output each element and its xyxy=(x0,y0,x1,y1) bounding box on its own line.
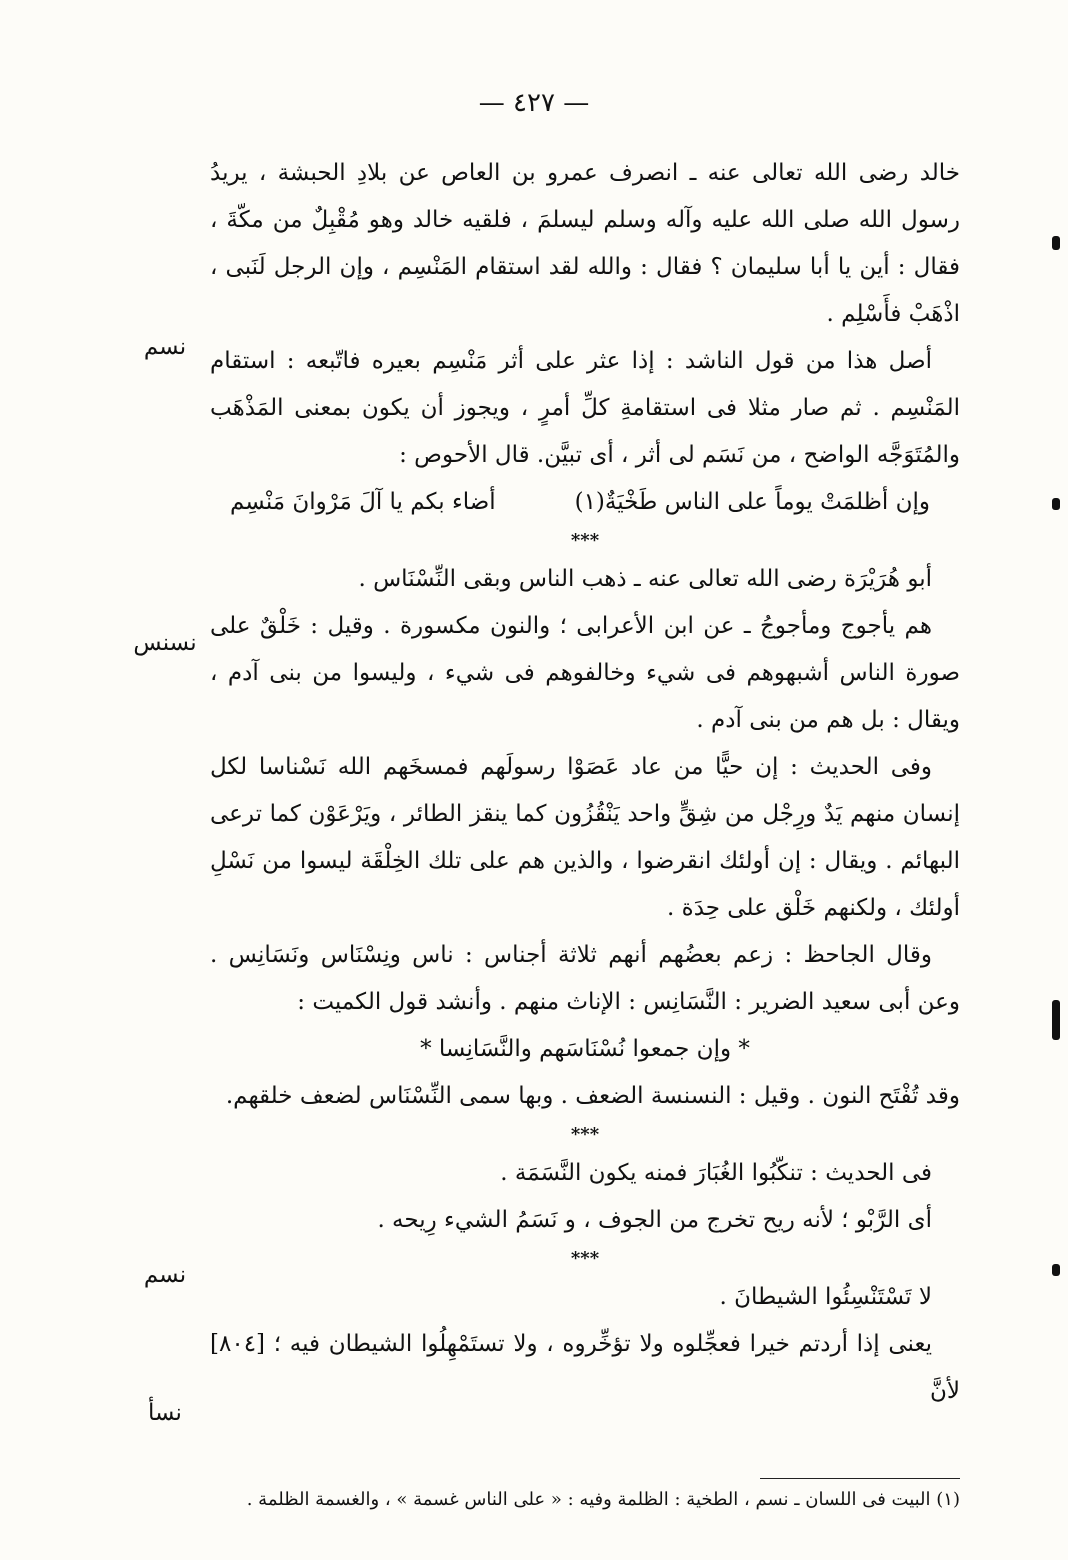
edge-mark xyxy=(1052,1264,1060,1276)
paragraph: أصل هذا من قول الناشد : إذا عثر على أثر مَنْسِم بعيره فاتّبعه : استقام المَنْسِم . ثم صار مثلا فى استقامةِ كلِّ أمرٍ ، ويجوز أن يكون بمعنى المَذْهَب والمُتَوَجَّه الواضح ، من نَسَم لى أثر ، أى تبيَّن. قال الأحوص : xyxy=(210,348,960,468)
verse-second-hemistich: أضاء بكم يا آلَ مَرْوانَ مَنْسِم xyxy=(230,489,496,515)
paragraph: فى الحديث : تنكّبُوا الغُبَارَ فمنه يكون النَّسَمَة . xyxy=(500,1160,932,1186)
margin-root-word: نسم xyxy=(143,1262,187,1288)
paragraph: لا تَسْتَنْسِئُوا الشيطانَ . xyxy=(719,1284,932,1310)
margin-root-word: نسأ xyxy=(148,1400,182,1426)
footnote-divider xyxy=(760,1478,960,1479)
paragraph: هم يأجوج ومأجوجُ ـ عن ابن الأعرابى ؛ والنون مكسورة . وقيل : خَلْقٌ على صورة الناس أشبهوهم فى شيء وخالفوهم فى شيء ، وليسوا من بنى آدم ، ويقال : بل هم من بنى آدم . xyxy=(210,613,960,733)
page-number: — ٤٢٧ — xyxy=(478,88,590,118)
main-text xyxy=(210,150,960,1415)
section-separator: *** xyxy=(570,1248,600,1269)
verse-line: * وإن جمعوا نُسْنَاسَهم والنَّسَانِسا * xyxy=(420,1036,750,1062)
section-separator: *** xyxy=(570,1124,600,1145)
paragraph: أبو هُرَيْرَة رضى الله تعالى عنه ـ ذهب الناس وبقى النِّسْنَاس . xyxy=(358,566,932,592)
paragraph: خالد رضى الله تعالى عنه ـ انصرف عمرو بن العاص عن بلادِ الحبشة ، يريدُ رسول الله صلى الله عليه وآله وسلم ليسلمَ ، فلقيه خالد وهو مُقْبِلٌ من مكّةَ ، فقال : أين يا أبا سليمان ؟ فقال : والله لقد استقام المَنْسِم ، وإن الرجل لَنَبى ، اذْهَبْ فأَسْلِم . xyxy=(210,160,960,327)
margin-root-word: نسنس xyxy=(133,630,197,656)
edge-mark xyxy=(1052,1000,1060,1040)
footnote: (١) البيت فى اللسان ـ نسم ، الطخية : الظلمة وفيه : « على الناس غسمة » ، والغسمة الظلمة . xyxy=(246,1489,960,1510)
verse-line xyxy=(210,479,960,526)
edge-mark xyxy=(1052,236,1060,250)
paragraph: وقد تُفْتَح النون . وقيل : النسنسة الضعف . وبها سمى النِّسْنَاس لضعف خلقهم. xyxy=(225,1083,960,1109)
paragraph: وقال الجاحظ : زعم بعضُهم أنهم ثلاثة أجناس : ناس ونِسْنَاس ونَسَانِس . وعن أبى سعيد الضرير : النَّسَانِس : الإناث منهم . وأنشد قول الكميت : xyxy=(210,942,960,1015)
edge-mark xyxy=(1052,498,1060,510)
verse-first-hemistich: وإن أظلمَتْ يوماً على الناس طَخْيَةٌ(١) xyxy=(574,489,930,515)
section-separator: *** xyxy=(570,530,600,551)
paragraph: وفى الحديث : إن حيًّا من عاد عَصَوْا رسولَهم فمسخَهم الله نَسْناسا لكل إنسان منهم يَدٌ ورِجْل من شِقٍّ واحد يَنْقُزُون كما ينقز الطائر ، ويَرْعَوْن كما ترعى البهائم . ويقال : إن أولئك انقرضوا ، والذين هم على تلك الخِلْقَة ليسوا من نَسْلِ أولئك ، ولكنهم خَلْق على حِدَة . xyxy=(210,754,960,921)
paragraph: يعنى إذا أردتم خيرا فعجِّلوه ولا تؤخِّروه ، ولا تستَمْهِلُوا الشيطان فيه ؛ [٨٠٤] لأنَّ xyxy=(210,1331,960,1404)
margin-root-word: نسم xyxy=(143,334,187,360)
paragraph: أى الرَّبْو ؛ لأنه ريح تخرج من الجوف ، و نَسَمُ الشيء رِيحه . xyxy=(377,1207,932,1233)
